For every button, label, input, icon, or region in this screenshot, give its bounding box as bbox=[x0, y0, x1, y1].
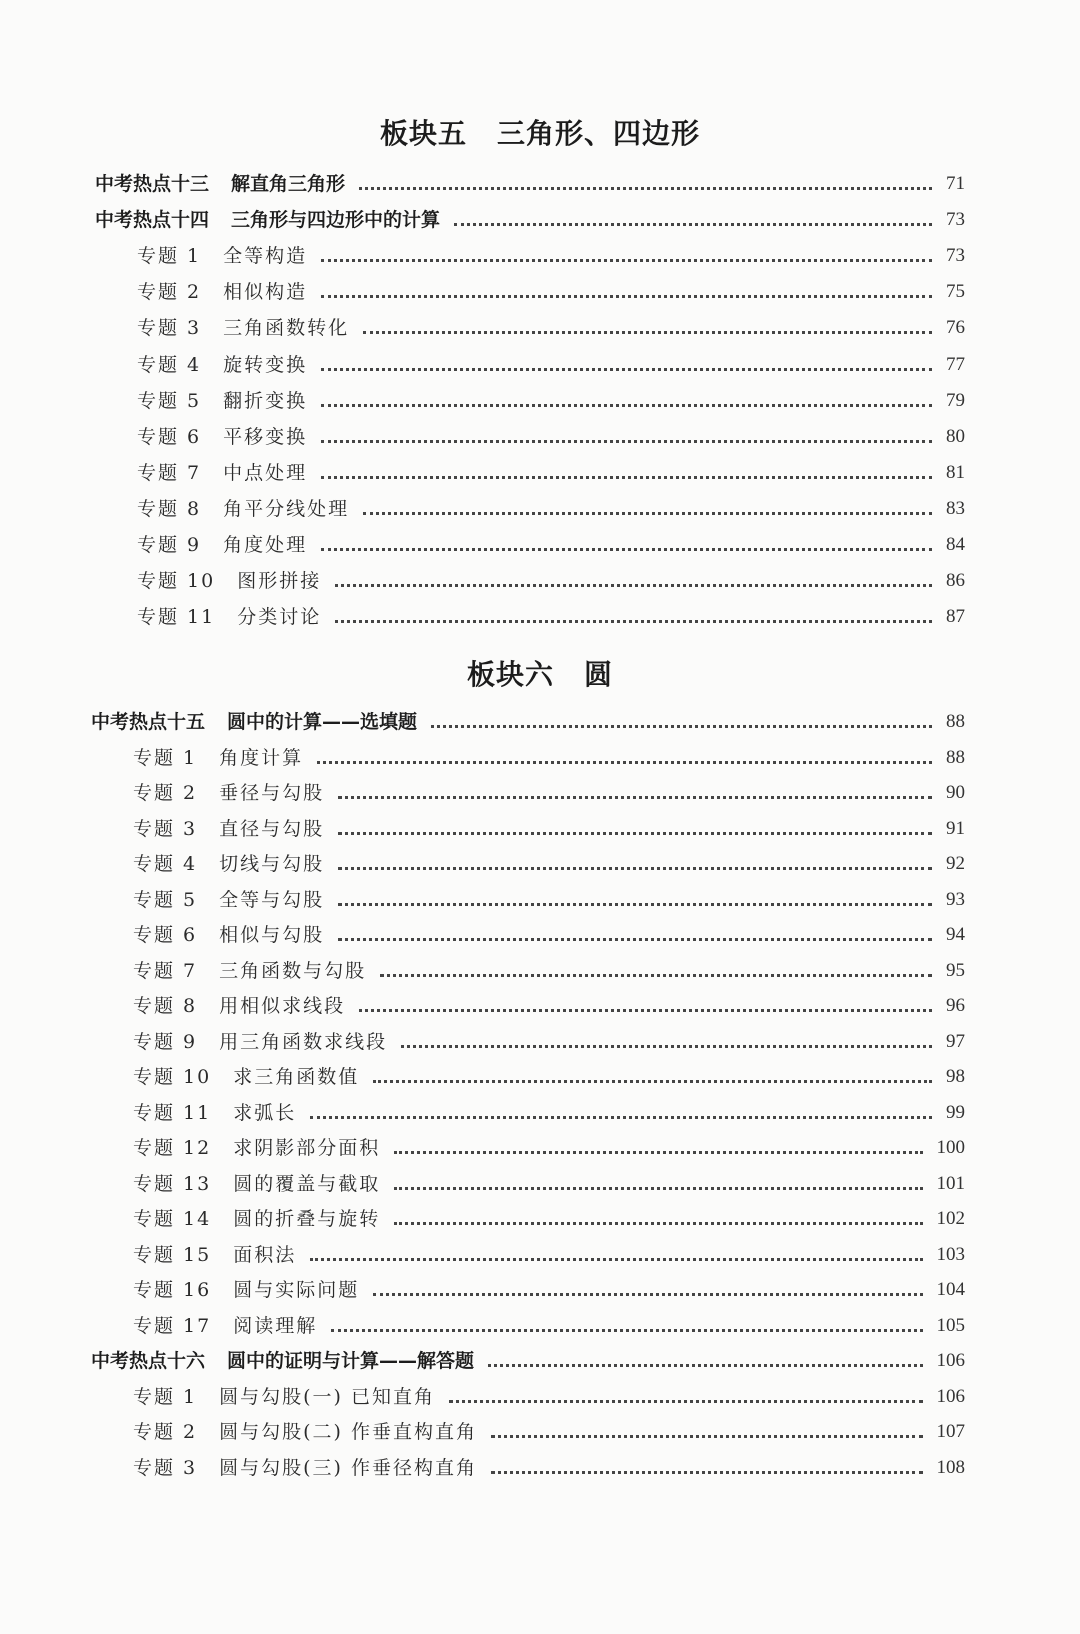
entry-label: 专题 10 bbox=[133, 1066, 212, 1088]
entry-title: 切线与勾股 bbox=[219, 853, 325, 875]
entry-page-number: 99 bbox=[946, 1101, 965, 1123]
entry-page-number: 106 bbox=[936, 1350, 965, 1371]
entry-title: 面积法 bbox=[233, 1243, 297, 1266]
entry-title: 三角形与四边形中的计算 bbox=[231, 209, 441, 232]
leader-dots bbox=[335, 584, 932, 587]
entry-label: 专题 5 bbox=[133, 888, 198, 911]
entry-title: 角度计算 bbox=[219, 746, 304, 769]
entry-title: 图形拼接 bbox=[237, 570, 322, 593]
toc-topic-entry bbox=[137, 533, 965, 557]
toc-topic-entry bbox=[137, 425, 965, 449]
entry-page-number: 105 bbox=[936, 1314, 965, 1336]
entry-page-number: 88 bbox=[946, 746, 965, 768]
toc-topic-entry bbox=[133, 1065, 965, 1089]
leader-dots bbox=[373, 1293, 922, 1296]
entry-title: 平移变换 bbox=[223, 425, 308, 448]
entry-page-number: 77 bbox=[946, 353, 965, 375]
leader-dots bbox=[331, 1329, 922, 1332]
section-title: 三角形、四边形 bbox=[497, 117, 701, 150]
entry-label: 专题 3 bbox=[133, 817, 198, 840]
entry-page-number: 90 bbox=[946, 782, 965, 803]
entry-page-number: 94 bbox=[946, 924, 965, 945]
leader-dots bbox=[338, 903, 932, 906]
entry-page-number: 86 bbox=[946, 570, 965, 592]
toc-topic-entry bbox=[133, 959, 965, 983]
section-heading-5 bbox=[0, 112, 1080, 152]
section-title: 圆 bbox=[584, 658, 614, 691]
leader-dots bbox=[321, 404, 932, 407]
entry-title: 分类讨论 bbox=[237, 606, 322, 629]
toc-topic-entry bbox=[137, 389, 965, 413]
entry-page-number: 101 bbox=[936, 1172, 965, 1194]
entry-page-number: 71 bbox=[946, 173, 965, 194]
entry-label: 专题 7 bbox=[133, 959, 198, 982]
entry-label: 专题 14 bbox=[133, 1208, 212, 1230]
toc-topic-entry bbox=[133, 746, 965, 770]
entry-label: 中考热点十六 bbox=[91, 1350, 206, 1372]
entry-title: 求阴影部分面积 bbox=[233, 1137, 381, 1159]
entry-title: 角度处理 bbox=[223, 534, 308, 556]
entry-label: 中考热点十三 bbox=[95, 173, 210, 195]
leader-dots bbox=[335, 620, 932, 623]
entry-label: 专题 4 bbox=[133, 853, 198, 875]
entry-page-number: 106 bbox=[936, 1385, 965, 1407]
entry-title: 求三角函数值 bbox=[233, 1066, 360, 1088]
entry-page-number: 76 bbox=[946, 317, 965, 339]
entry-page-number: 75 bbox=[946, 281, 965, 303]
toc-topic-entry bbox=[133, 1420, 965, 1444]
toc-topic-entry bbox=[133, 781, 965, 805]
toc-hot-entry bbox=[91, 1349, 965, 1373]
entry-label: 专题 1 bbox=[137, 245, 202, 268]
entry-label: 专题 17 bbox=[133, 1314, 212, 1337]
entry-page-number: 73 bbox=[946, 209, 965, 231]
entry-page-number: 103 bbox=[936, 1243, 965, 1265]
leader-dots bbox=[321, 476, 932, 479]
section-number: 板块六 bbox=[466, 658, 554, 691]
leader-dots bbox=[373, 1080, 932, 1083]
entry-page-number: 83 bbox=[946, 497, 965, 519]
leader-dots bbox=[317, 761, 932, 764]
entry-title: 旋转变换 bbox=[223, 353, 308, 376]
toc-topic-entry bbox=[133, 1278, 965, 1302]
toc-topic-entry bbox=[137, 461, 965, 485]
leader-dots bbox=[359, 187, 932, 190]
entry-page-number: 107 bbox=[936, 1421, 965, 1442]
entry-title: 阅读理解 bbox=[233, 1314, 318, 1337]
entry-page-number: 108 bbox=[936, 1456, 965, 1478]
leader-dots bbox=[338, 867, 932, 870]
entry-title: 圆与实际问题 bbox=[233, 1279, 360, 1301]
entry-label: 专题 5 bbox=[137, 389, 202, 412]
toc-topic-entry bbox=[137, 497, 965, 521]
toc-topic-entry bbox=[137, 316, 965, 340]
entry-page-number: 84 bbox=[946, 534, 965, 555]
toc-hot-entry bbox=[95, 172, 965, 196]
entry-label: 专题 1 bbox=[133, 1385, 198, 1408]
entry-label: 专题 3 bbox=[137, 317, 202, 340]
entry-label: 专题 2 bbox=[133, 1421, 198, 1443]
leader-dots bbox=[491, 1471, 922, 1474]
leader-dots bbox=[454, 223, 932, 226]
leader-dots bbox=[321, 548, 932, 551]
toc-hot-entry bbox=[91, 710, 965, 734]
entry-label: 专题 1 bbox=[133, 746, 198, 769]
entry-title: 全等与勾股 bbox=[219, 888, 325, 911]
entry-title: 圆中的证明与计算——解答题 bbox=[227, 1350, 475, 1372]
leader-dots bbox=[359, 1009, 932, 1012]
toc-topic-entry bbox=[137, 280, 965, 304]
entry-page-number: 88 bbox=[946, 711, 965, 732]
entry-label: 专题 6 bbox=[133, 924, 198, 946]
entry-title: 三角函数转化 bbox=[223, 317, 350, 340]
leader-dots bbox=[380, 974, 932, 977]
entry-label: 专题 2 bbox=[137, 281, 202, 304]
entry-page-number: 102 bbox=[936, 1208, 965, 1229]
entry-title: 圆与勾股(一) 已知直角 bbox=[219, 1385, 436, 1408]
entry-page-number: 80 bbox=[946, 425, 965, 447]
leader-dots bbox=[394, 1187, 922, 1190]
entry-title: 圆的覆盖与截取 bbox=[233, 1172, 381, 1195]
toc-topic-entry bbox=[133, 1207, 965, 1231]
toc-topic-entry bbox=[133, 994, 965, 1018]
entry-title: 相似与勾股 bbox=[219, 924, 325, 946]
leader-dots bbox=[363, 512, 932, 515]
entry-label: 专题 15 bbox=[133, 1243, 212, 1266]
entry-label: 专题 8 bbox=[133, 995, 198, 1017]
leader-dots bbox=[431, 725, 932, 728]
leader-dots bbox=[488, 1364, 922, 1367]
toc-topic-entry bbox=[133, 1456, 965, 1480]
toc-topic-entry bbox=[133, 1136, 965, 1160]
entry-page-number: 104 bbox=[936, 1279, 965, 1300]
leader-dots bbox=[449, 1400, 922, 1403]
entry-label: 专题 10 bbox=[137, 570, 216, 593]
leader-dots bbox=[394, 1222, 922, 1225]
leader-dots bbox=[363, 331, 932, 334]
entry-title: 角平分线处理 bbox=[223, 497, 350, 520]
toc-topic-entry bbox=[133, 1243, 965, 1267]
entry-title: 相似构造 bbox=[223, 281, 308, 304]
entry-title: 求弧长 bbox=[233, 1101, 297, 1124]
leader-dots bbox=[310, 1116, 932, 1119]
entry-title: 解直角三角形 bbox=[231, 173, 346, 195]
leader-dots bbox=[338, 938, 932, 941]
entry-page-number: 100 bbox=[936, 1137, 965, 1158]
entry-page-number: 97 bbox=[946, 1030, 965, 1052]
entry-title: 用相似求线段 bbox=[219, 995, 346, 1017]
leader-dots bbox=[321, 368, 932, 371]
leader-dots bbox=[401, 1045, 932, 1048]
toc-topic-entry bbox=[137, 244, 965, 268]
toc-topic-entry bbox=[133, 1101, 965, 1125]
entry-page-number: 98 bbox=[946, 1066, 965, 1087]
entry-page-number: 79 bbox=[946, 389, 965, 411]
toc-topic-entry bbox=[137, 353, 965, 377]
entry-title: 圆的折叠与旋转 bbox=[233, 1208, 381, 1230]
entry-title: 圆与勾股(二) 作垂直构直角 bbox=[219, 1421, 478, 1443]
entry-page-number: 92 bbox=[946, 853, 965, 874]
entry-label: 中考热点十五 bbox=[91, 711, 206, 733]
toc-topic-entry bbox=[133, 1030, 965, 1054]
entry-title: 三角函数与勾股 bbox=[219, 959, 367, 982]
toc-topic-entry bbox=[133, 923, 965, 947]
entry-label: 专题 2 bbox=[133, 782, 198, 804]
entry-page-number: 96 bbox=[946, 995, 965, 1016]
entry-title: 圆中的计算——选填题 bbox=[227, 711, 418, 733]
entry-label: 专题 8 bbox=[137, 497, 202, 520]
toc-topic-entry bbox=[133, 888, 965, 912]
entry-label: 专题 13 bbox=[133, 1172, 212, 1195]
entry-label: 专题 11 bbox=[137, 606, 216, 629]
leader-dots bbox=[338, 796, 932, 799]
leader-dots bbox=[394, 1151, 922, 1154]
entry-title: 圆与勾股(三) 作垂径构直角 bbox=[219, 1456, 478, 1479]
entry-page-number: 73 bbox=[946, 245, 965, 267]
entry-label: 专题 3 bbox=[133, 1456, 198, 1479]
entry-title: 翻折变换 bbox=[223, 389, 308, 412]
leader-dots bbox=[321, 295, 932, 298]
entry-label: 专题 4 bbox=[137, 353, 202, 376]
entry-page-number: 95 bbox=[946, 959, 965, 981]
entry-label: 专题 6 bbox=[137, 425, 202, 448]
toc-topic-entry bbox=[133, 1314, 965, 1338]
entry-label: 专题 12 bbox=[133, 1137, 212, 1159]
entry-label: 专题 11 bbox=[133, 1101, 212, 1124]
leader-dots bbox=[491, 1435, 922, 1438]
entry-title: 垂径与勾股 bbox=[219, 782, 325, 804]
entry-title: 全等构造 bbox=[223, 245, 308, 268]
leader-dots bbox=[338, 832, 932, 835]
leader-dots bbox=[310, 1258, 922, 1261]
toc-topic-entry bbox=[133, 1172, 965, 1196]
section-heading-6 bbox=[0, 653, 1080, 693]
leader-dots bbox=[321, 440, 932, 443]
section-number: 板块五 bbox=[379, 117, 467, 150]
entry-page-number: 81 bbox=[946, 461, 965, 483]
entry-title: 用三角函数求线段 bbox=[219, 1030, 388, 1053]
toc-topic-entry bbox=[133, 1385, 965, 1409]
entry-label: 专题 9 bbox=[133, 1030, 198, 1053]
entry-label: 专题 16 bbox=[133, 1279, 212, 1301]
entry-label: 专题 7 bbox=[137, 461, 202, 484]
toc-topic-entry bbox=[137, 605, 965, 629]
entry-page-number: 91 bbox=[946, 817, 965, 839]
entry-page-number: 93 bbox=[946, 888, 965, 910]
entry-title: 中点处理 bbox=[223, 461, 308, 484]
entry-title: 直径与勾股 bbox=[219, 817, 325, 840]
toc-topic-entry bbox=[133, 817, 965, 841]
entry-label: 专题 9 bbox=[137, 534, 202, 556]
entry-label: 中考热点十四 bbox=[95, 209, 210, 232]
toc-topic-entry bbox=[133, 852, 965, 876]
entry-page-number: 87 bbox=[946, 606, 965, 628]
toc-hot-entry bbox=[95, 208, 965, 232]
leader-dots bbox=[321, 259, 932, 262]
toc-topic-entry bbox=[137, 569, 965, 593]
